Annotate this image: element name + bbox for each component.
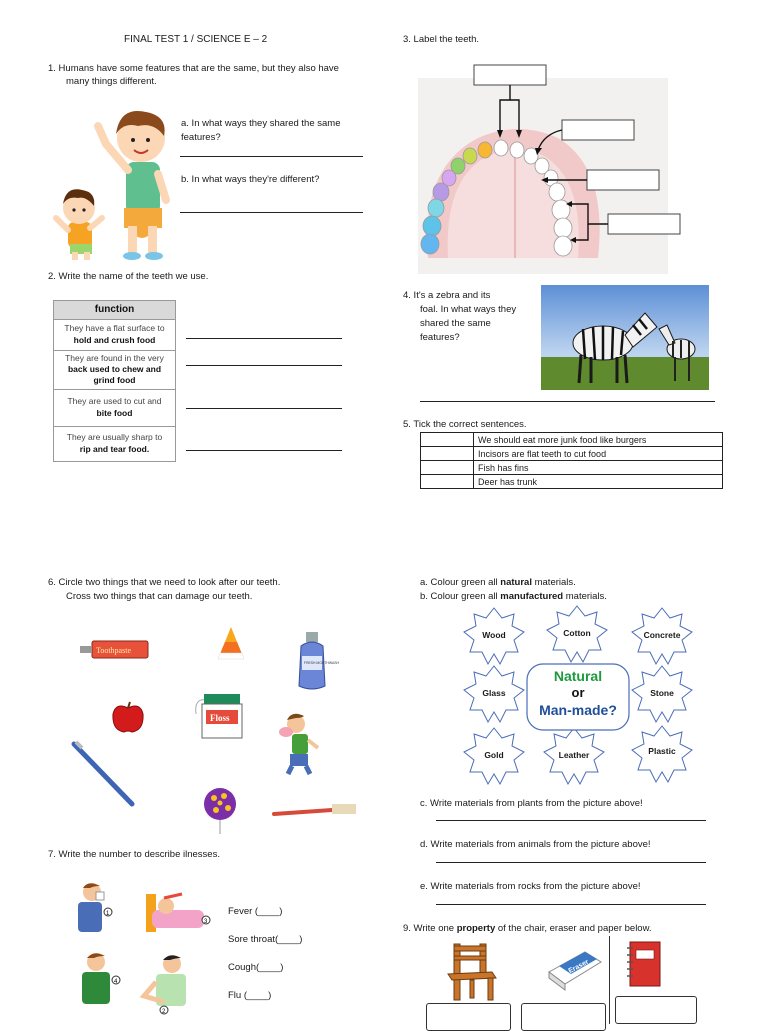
star-leather[interactable]: Leather: [558, 750, 590, 760]
q4-answer-line[interactable]: [420, 401, 715, 402]
q7-text: 7. Write the number to describe ilnesses.: [48, 849, 220, 860]
q8d-answer-line[interactable]: [436, 862, 706, 863]
chair-answer-box[interactable]: [426, 1003, 511, 1031]
boy-drinking-icon[interactable]: [278, 710, 324, 778]
illness-nose-icon: [70, 880, 114, 936]
floss-icon[interactable]: [194, 690, 248, 742]
table-row: Incisors are flat teeth to cut food: [421, 447, 723, 461]
q1b-answer-line[interactable]: [180, 212, 363, 213]
q2-text: 2. Write the name of the teeth we use.: [48, 271, 209, 282]
q8c-text: c. Write materials from plants from the picture above!: [420, 798, 643, 809]
divider: [609, 936, 610, 1024]
q8a-text: a. Colour green all natural materials.: [420, 577, 576, 588]
tick-table: [420, 432, 723, 489]
q1a-line1: a. In what ways they shared the same: [181, 118, 341, 129]
table-row: They are used to cut and bite food: [54, 389, 176, 426]
star-plastic[interactable]: Plastic: [648, 746, 676, 756]
q1-text-line2: many things different.: [66, 76, 157, 87]
teeth-diagram: [418, 58, 708, 274]
toothbrush-diagonal-icon[interactable]: [70, 740, 140, 810]
q1b-text: b. In what ways they're different?: [181, 174, 320, 185]
q8e-answer-line[interactable]: [436, 904, 706, 905]
q9-text: 9. Write one property of the chair, eraser and paper below.: [403, 923, 652, 934]
paper-answer-box[interactable]: [615, 996, 697, 1024]
tick-box[interactable]: [421, 475, 474, 489]
q2-answer-line-2[interactable]: [186, 365, 342, 366]
zebra-photo: [541, 285, 709, 390]
children-illustration: [50, 100, 180, 262]
chair-icon: [444, 940, 500, 1002]
eraser-icon: [545, 946, 603, 992]
q8b-text: b. Colour green all manufactured materials.: [420, 591, 607, 602]
center-natural: Natural: [553, 668, 603, 684]
q4-line4: features?: [420, 332, 460, 343]
illness-cough[interactable]: Cough(____): [228, 962, 284, 973]
star-concrete[interactable]: Concrete: [643, 630, 681, 640]
page-title: FINAL TEST 1 / SCIENCE E – 2: [124, 34, 268, 45]
mouthwash-icon[interactable]: [295, 630, 339, 692]
q1-text-line1: 1. Humans have some features that are the same, but they also have: [48, 63, 339, 74]
center-man-made: Man-made?: [539, 702, 617, 718]
svg-text:Floss: Floss: [210, 713, 230, 723]
q1a-answer-line[interactable]: [180, 156, 363, 157]
candy-corn-icon[interactable]: [216, 625, 246, 663]
q6-text-line2: Cross two things that can damage our teeth.: [66, 591, 253, 602]
q1a-line2: features?: [181, 132, 221, 143]
q8d-text: d. Write materials from animals from the picture above!: [420, 839, 651, 850]
q2-answer-line-1[interactable]: [186, 338, 342, 339]
svg-text:3: 3: [204, 919, 208, 925]
illness-flu[interactable]: Flu (____): [228, 990, 272, 1001]
tick-box[interactable]: [421, 461, 474, 475]
center-or: or: [571, 685, 585, 700]
lollipop-icon[interactable]: [200, 786, 240, 836]
q8c-answer-line[interactable]: [436, 820, 706, 821]
q4-line1: 4. It's a zebra and its: [403, 290, 491, 301]
q2-answer-line-4[interactable]: [186, 450, 342, 451]
q3-text: 3. Label the teeth.: [403, 34, 480, 45]
q4-line3: shared the same: [420, 318, 491, 329]
svg-text:Toothpaste: Toothpaste: [96, 646, 131, 655]
q2-answer-line-3[interactable]: [186, 408, 342, 409]
apple-icon[interactable]: [110, 700, 146, 734]
svg-text:Eraser: Eraser: [567, 958, 590, 976]
table-row: Deer has trunk: [421, 475, 723, 489]
table-row: They have a flat surface to hold and crush food: [54, 319, 176, 350]
table-header: function: [54, 301, 176, 320]
teeth-function-table: [53, 300, 176, 462]
table-row: We should eat more junk food like burgers: [421, 433, 723, 447]
q5-text: 5. Tick the correct sentences.: [403, 419, 527, 430]
table-row: Fish has fins: [421, 461, 723, 475]
q6-text-line1: 6. Circle two things that we need to look after our teeth.: [48, 577, 281, 588]
svg-text:4: 4: [114, 979, 118, 985]
star-stone[interactable]: Stone: [650, 688, 674, 698]
q8e-text: e. Write materials from rocks from the picture above!: [420, 881, 641, 892]
svg-text:2: 2: [162, 1009, 166, 1015]
illness-throat-icon: [76, 950, 126, 1010]
notebook-icon: [624, 940, 664, 990]
illness-bed-icon: [142, 884, 214, 936]
star-glass[interactable]: Glass: [482, 688, 506, 698]
q4-line2: foal. In what ways they: [420, 304, 517, 315]
toothpaste-icon[interactable]: [78, 638, 152, 662]
table-row: They are found in the very back used to chew and grind food: [54, 350, 176, 389]
tick-box[interactable]: [421, 447, 474, 461]
tick-box[interactable]: [421, 433, 474, 447]
svg-text:1: 1: [106, 911, 110, 917]
star-gold[interactable]: Gold: [484, 750, 504, 760]
illness-sore-throat[interactable]: Sore throat(____): [228, 934, 303, 945]
star-cotton[interactable]: Cotton: [563, 628, 591, 638]
svg-text:FRESH MOUTHWASH: FRESH MOUTHWASH: [304, 661, 339, 665]
eraser-answer-box[interactable]: [521, 1003, 606, 1031]
toothbrush-horizontal-icon[interactable]: [272, 800, 358, 822]
star-wood[interactable]: Wood: [482, 630, 506, 640]
illness-fever[interactable]: Fever (____): [228, 906, 283, 917]
illness-cough-icon: [136, 952, 194, 1016]
table-row: They are usually sharp to rip and tear food.: [54, 426, 176, 461]
